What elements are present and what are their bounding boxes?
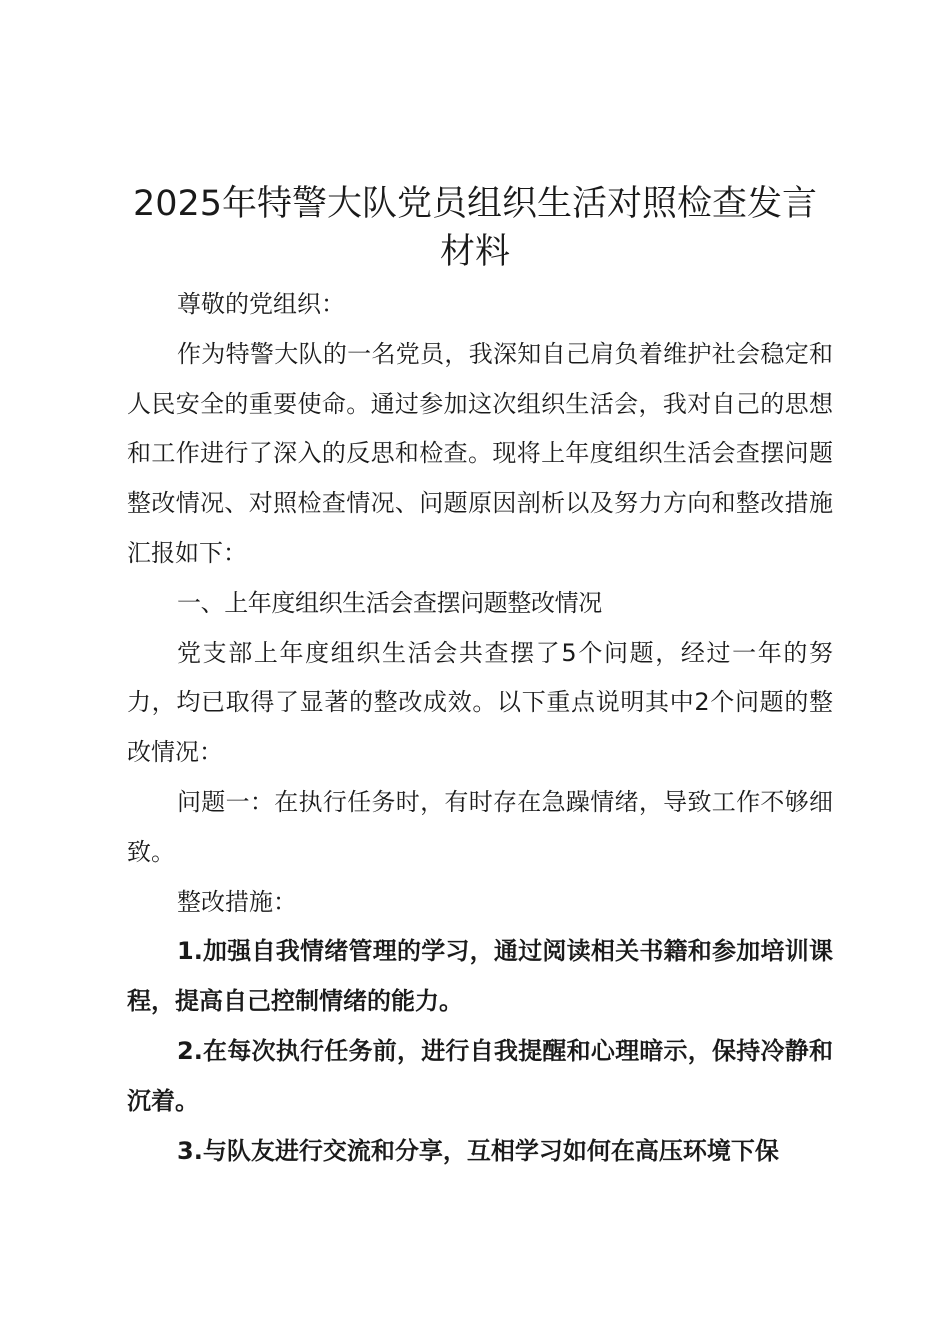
measures-label: 整改措施： <box>177 887 297 916</box>
document-title: 2025年特警大队党员组织生活对照检查发言材料 <box>132 184 818 272</box>
document-body <box>127 280 833 1176</box>
measure-item: 3.与队友进行交流和分享，互相学习如何在高压环境下保 <box>177 1136 779 1165</box>
section-heading: 一、上年度组织生活会查摆问题整改情况 <box>177 588 602 617</box>
salutation-paragraph: 尊敬的党组织： <box>177 290 345 318</box>
measure-item: 2.在每次执行任务前，进行自我提醒和心理暗示，保持冷静和沉着。 <box>127 1036 833 1115</box>
intro-paragraph: 作为特警大队的一名党员，我深知自己肩负着维护社会稳定和人民安全的重要使命。通过参加这次组织生活会，我对自己的思想和工作进行了深入的反思和检查。现将上年度组织生活会查摆问题整改情况、对照检查情况、问题原因剖析以及努力方向和整改措施汇报如下： <box>127 339 833 567</box>
measure-item: 1.加强自我情绪管理的学习，通过阅读相关书籍和参加培训课程，提高自己控制情绪的能力。 <box>127 937 833 1016</box>
summary-paragraph: 党支部上年度组织生活会共查摆了5个问题，经过一年的努力，均已取得了显著的整改成效。以下重点说明其中2个问题的整改情况： <box>127 638 833 767</box>
problem-paragraph: 问题一：在执行任务时，有时存在急躁情绪，导致工作不够细致。 <box>127 787 833 866</box>
